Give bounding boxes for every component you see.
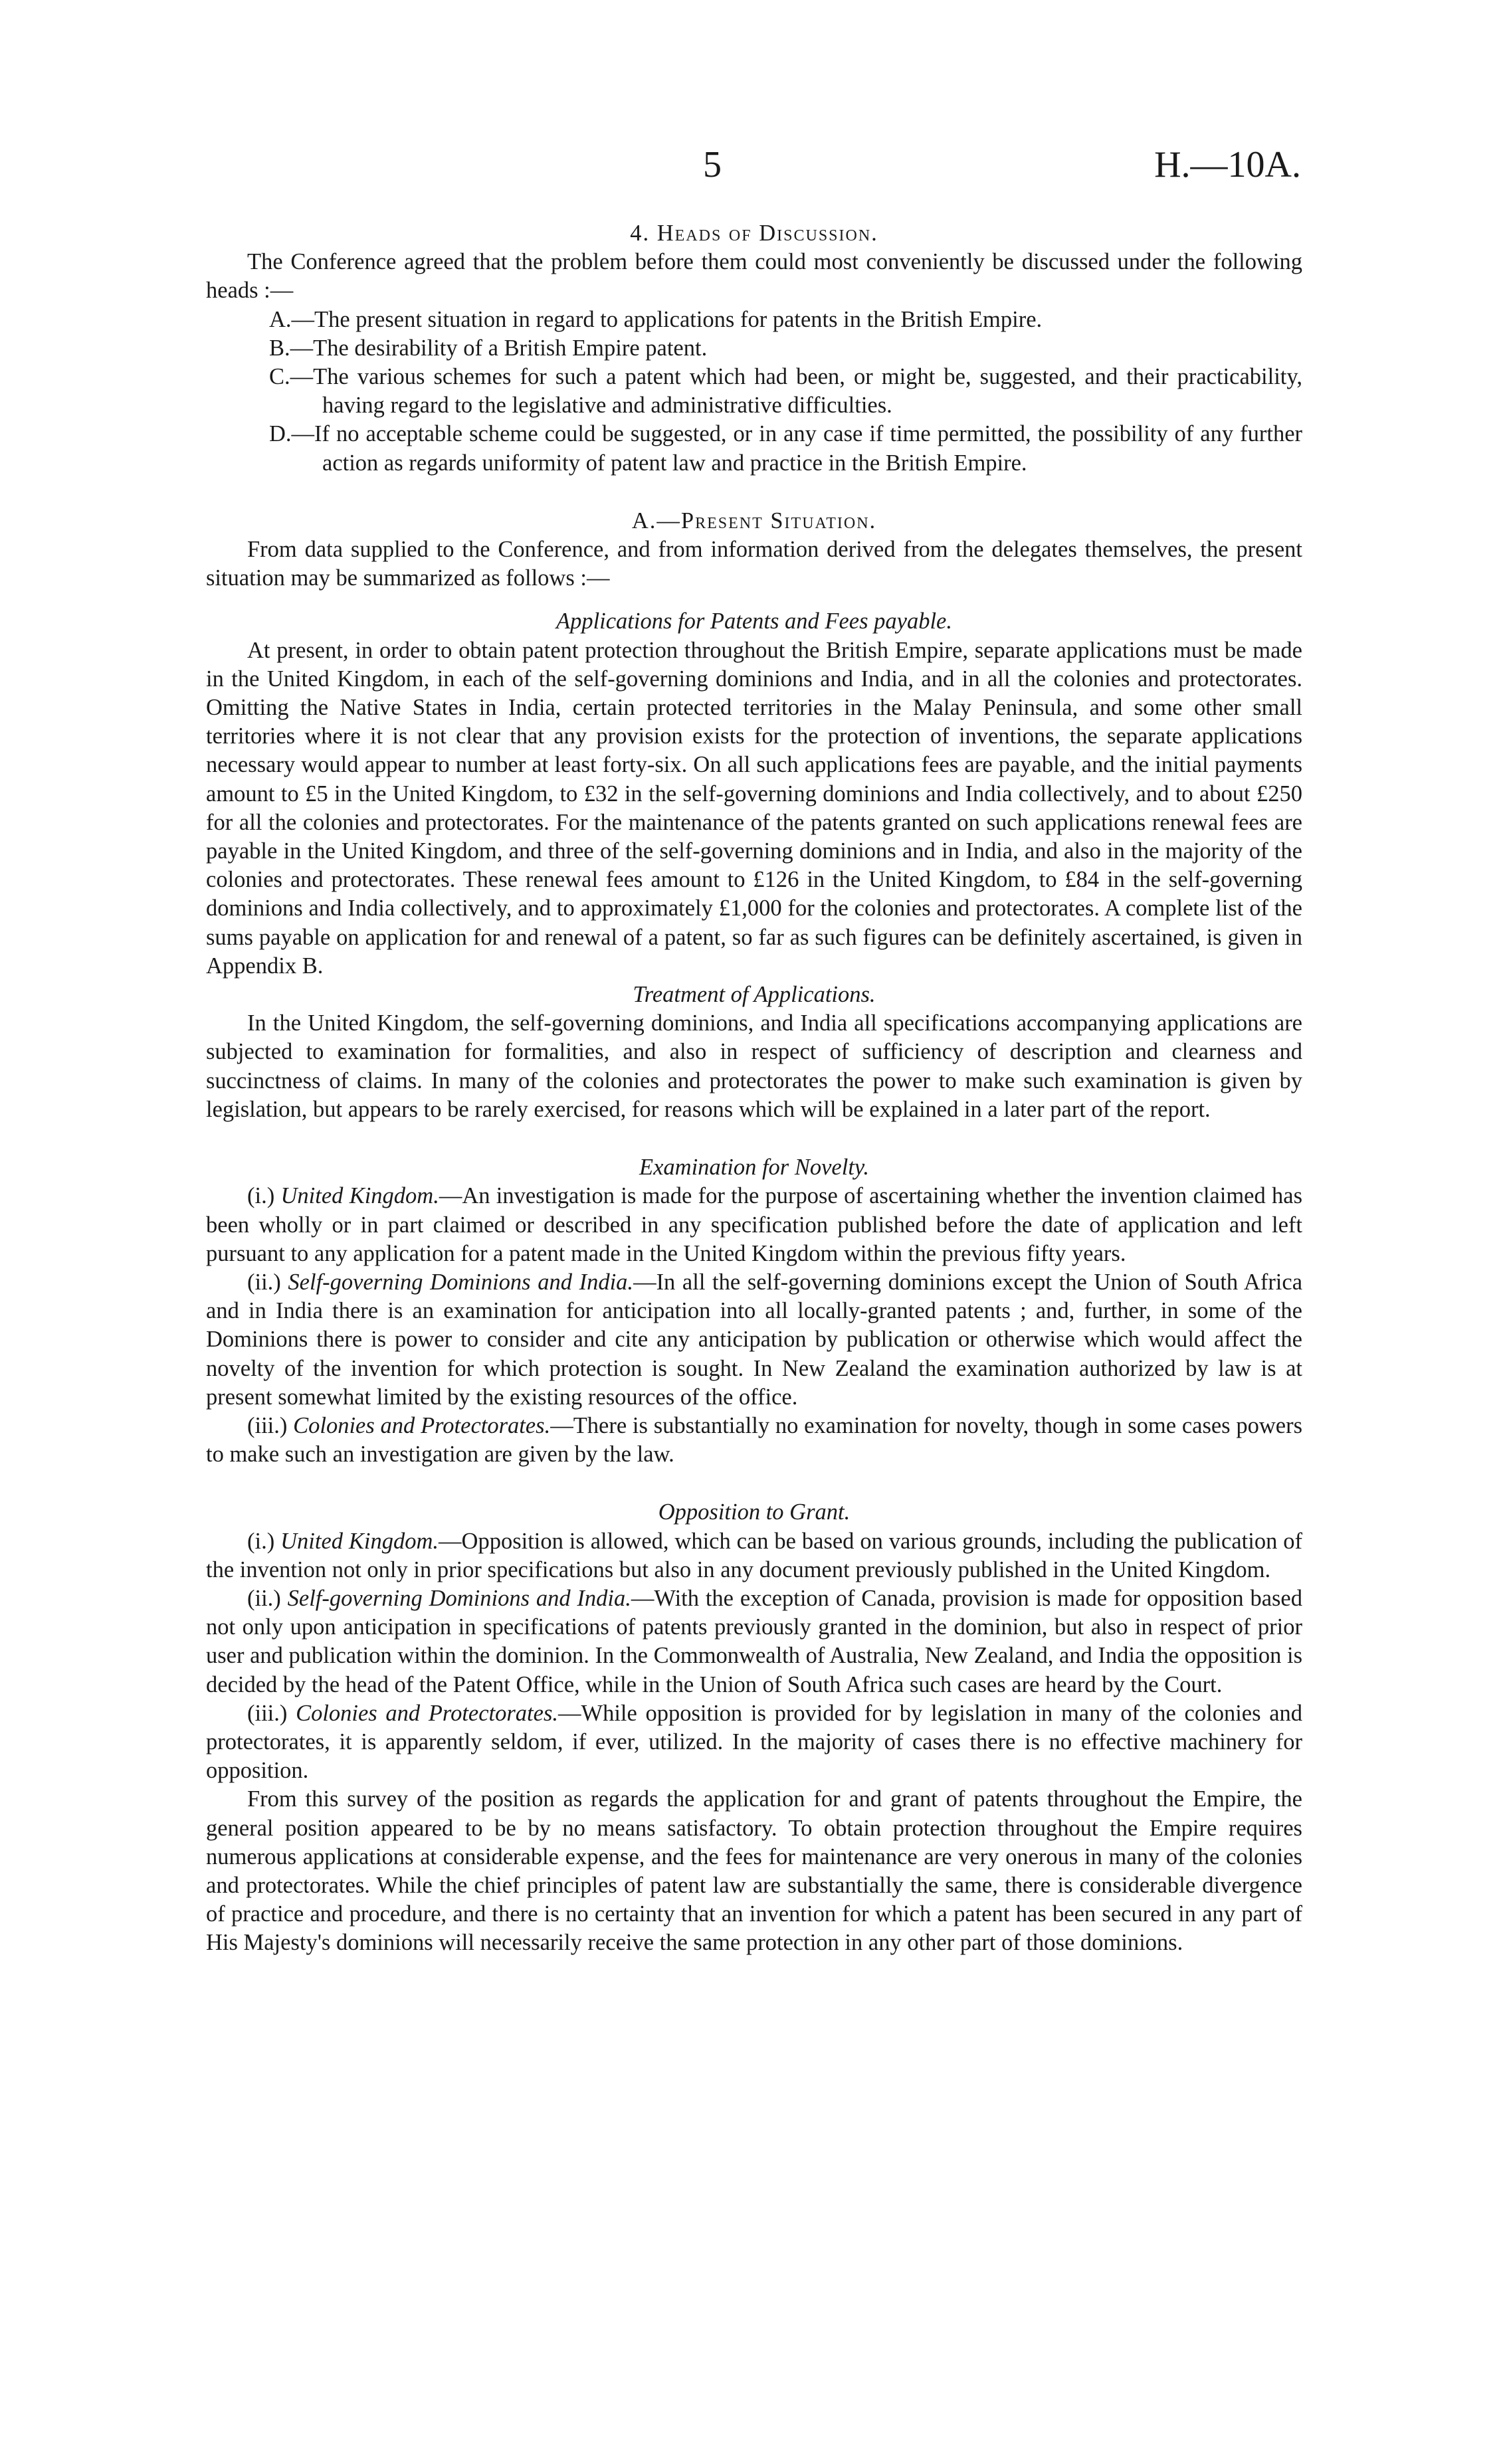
list-item-b: B.—The desirability of a British Empire patent.: [269, 335, 708, 361]
item-text: —Opposition is allowed, which can be based on various grounds, including the publication of the invention not only in prior specifications but also in any document previously published in the United Kingdom.: [206, 1528, 1302, 1582]
subheading-novelty: Examination for Novelty.: [639, 1155, 869, 1181]
item-text: —With the exception of Canada, provision is made for opposition based not only upon anticipation in specifications of patents previously granted in the dominion, but also in respect of prior user and publication within the dominion. In the Commonwealth of Australia, New Zealand, and India the opposition is decided by the head of the Patent Office, while in the Union of South Africa such cases are heard by the Court.: [206, 1585, 1302, 1697]
paragraph-treatment: In the United Kingdom, the self-governing dominions, and India all specifications accompanying applications are subjected to examination for formalities, and also in respect of sufficiency of description and clearness and succinctness of claims. In many of the colonies and protectorates the power to make such examination is given by legislation, but appears to be rarely exercised, for reasons which will be explained in a later part of the report.: [206, 1010, 1302, 1122]
opposition-item-dominions: [206, 1584, 1302, 1699]
item-label: United Kingdom.: [280, 1528, 439, 1554]
item-label: United Kingdom.: [280, 1183, 439, 1209]
page-number: 5: [703, 144, 722, 185]
item-number: (ii.): [247, 1269, 281, 1295]
paragraph-fees: At present, in order to obtain patent protection throughout the British Empire, separate applications must be made in the United Kingdom, in each of the self-governing dominions and India, and in all the colonies and protectorates. Omitting the Native States in India, certain protected territories in the Malay Peninsula, and some other small territories where it is not clear that any provision exists for the protection of inventions, the separate applications necessary would appear to number at least forty-six. On all such applications fees are payable, and the initial payments amount to £5 in the United Kingdom, to £32 in the self-governing dominions and India collectively, and to about £250 for all the colonies and protectorates. For the maintenance of the patents granted on such applications renewal fees are payable in the United Kingdom, and three of the self-governing dominions and in India, and also in the majority of the colonies and protectorates. These renewal fees amount to £126 in the United Kingdom, to £84 in the self-governing dominions and India collectively, and to approximately £1,000 for the colonies and protectorates. A complete list of the sums payable on application for and renewal of a patent, so far as such figures can be definitely ascertained, is given in Appendix B.: [206, 637, 1302, 979]
opposition-item-uk: [206, 1527, 1302, 1584]
paragraph-present-intro: From data supplied to the Conference, and from information derived from the delegates themselves, the present situation may be summarized as follows :—: [206, 537, 1302, 591]
item-label: Self-governing Dominions and India.: [287, 1585, 631, 1611]
section-heading-present-situation: A.—Present Situation.: [631, 508, 877, 533]
item-label: Self-governing Dominions and India.: [288, 1269, 634, 1295]
novelty-item-uk: [206, 1182, 1302, 1268]
item-text: —In all the self-governing dominions except the Union of South Africa and in India there is an examination for anticipation into all locally-granted patents ; and, further, in some of the Dominions there is power to consider and cite any anticipation by publication or otherwise which would affect the novelty of the invention for which protection is sought. In New Zealand the examination authorized by law is at present somewhat limited by the existing resources of the office.: [206, 1269, 1303, 1410]
item-text: —While opposition is provided for by legislation in many of the colonies and protectorates, it is apparently seldom, if ever, utilized. In the majority of cases there is no effective machinery for opposition.: [206, 1700, 1303, 1784]
paragraph-conclusion: From this survey of the position as regards the application for and grant of patents throughout the Empire, the general position appeared to be by no means satisfactory. To obtain protection throughout the Empire requires numerous applications at considerable expense, and the fees for maintenance are very onerous in many of the colonies and protectorates. While the chief principles of patent law are substantially the same, there is considerable divergence of practice and procedure, and there is no certainty that an invention for which a patent has been secured in any part of His Majesty's dominions will necessarily receive the same protection in any other part of those dominions.: [206, 1786, 1302, 1956]
item-number: (ii.): [247, 1585, 281, 1611]
item-number: (i.): [247, 1183, 275, 1209]
item-number: (iii.): [247, 1700, 288, 1726]
subheading-opposition: Opposition to Grant.: [658, 1499, 851, 1525]
novelty-item-dominions: [206, 1268, 1302, 1412]
page-body: [206, 219, 1302, 1958]
item-number: (i.): [247, 1528, 275, 1554]
item-label: Colonies and Protectorates.: [296, 1700, 559, 1726]
subheading-treatment: Treatment of Applications.: [633, 982, 876, 1008]
item-label: Colonies and Protectorates.: [293, 1412, 551, 1438]
list-item-c: C.—The various schemes for such a patent which had been, or might be, suggested, and their practicability, having regard to the legislative and administrative difficulties.: [269, 364, 1302, 419]
list-item-a: A.—The present situation in regard to applications for patents in the British Empire.: [269, 306, 1043, 332]
item-number: (iii.): [247, 1412, 288, 1438]
list-item-d: D.—If no acceptable scheme could be suggested, or in any case if time permitted, the possibility of any further action as regards uniformity of patent law and practice in the British Empire.: [269, 421, 1302, 476]
paragraph-discussion-intro: The Conference agreed that the problem before them could most conveniently be discussed under the following heads :—: [206, 249, 1302, 304]
section-heading-discussion: 4. Heads of Discussion.: [630, 221, 878, 246]
item-text: —An investigation is made for the purpose of ascertaining whether the invention claimed has been wholly or in part claimed or described in any specification published before the date of application and left pursuant to any application for a patent made in the United Kingdom within the previous fifty years.: [206, 1183, 1302, 1266]
opposition-item-colonies: [206, 1699, 1302, 1786]
item-text: —There is substantially no examination for novelty, though in some cases powers to make such an investigation are given by the law.: [206, 1412, 1303, 1468]
subheading-fees: Applications for Patents and Fees payable.: [556, 609, 952, 634]
document-reference: H.—10A.: [1154, 144, 1301, 185]
novelty-item-colonies: [206, 1412, 1302, 1469]
